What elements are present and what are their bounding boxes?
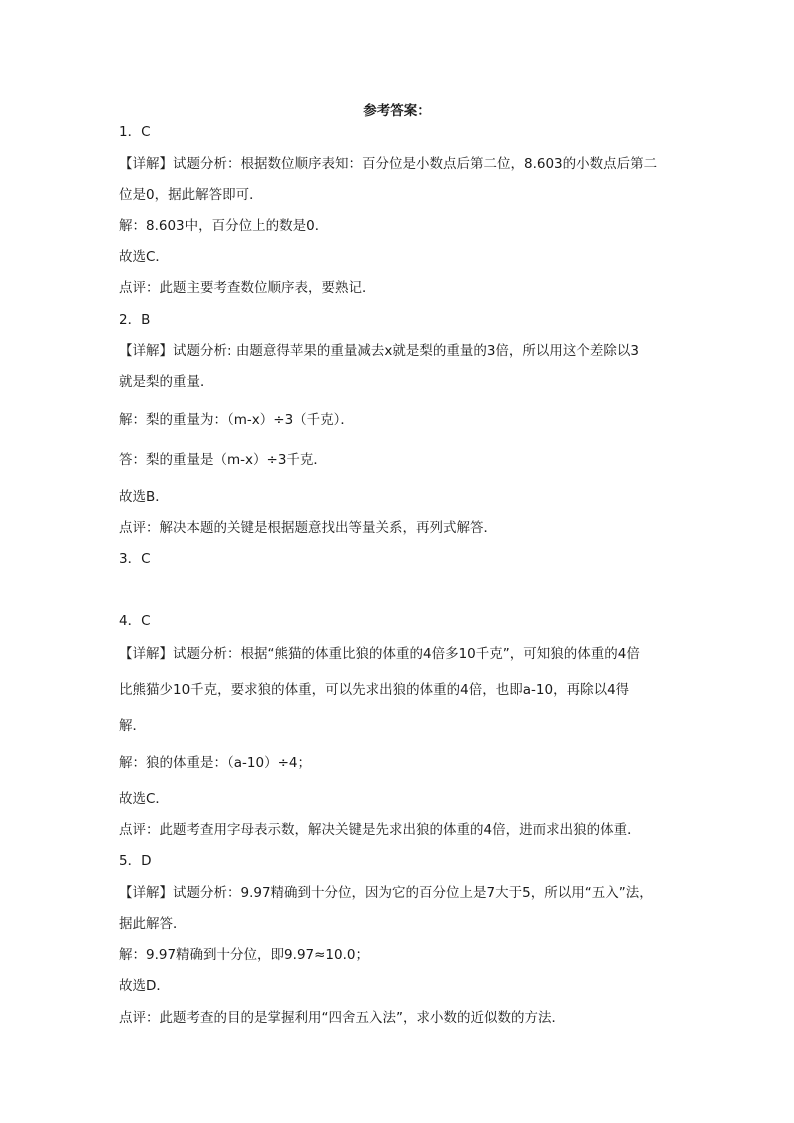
answer-4-analysis-line-3: 解． xyxy=(119,718,146,734)
answer-1-solution: 解：8.603中，百分位上的数是0． xyxy=(119,218,329,234)
page-title: 参考答案： xyxy=(363,103,431,119)
answer-5-choice: 5．D xyxy=(119,853,152,869)
answer-1-analysis-line-1: 【详解】试题分析：根据数位顺序表知：百分位是小数点后第二位，8.603的小数点后第二 xyxy=(119,156,658,172)
answer-2-answer: 答：梨的重量是（m-x）÷3千克． xyxy=(119,452,327,468)
answer-5-solution: 解：9.97精确到十分位，即9.97≈10.0； xyxy=(119,947,369,963)
answer-2-analysis-line-1: 【详解】试题分析: 由题意得苹果的重量减去x就是梨的重量的3倍，所以用这个差除以3 xyxy=(119,343,640,359)
answer-3-choice: 3．C xyxy=(119,551,151,567)
answer-1-choice: 1．C xyxy=(119,124,151,140)
answer-4-analysis-line-2: 比熊猫少10千克，要求狼的体重，可以先求出狼的体重的4倍，也即a-10，再除以4得 xyxy=(119,682,630,698)
answer-5-analysis-line-1: 【详解】试题分析：9.97精确到十分位，因为它的百分位上是7大于5，所以用“五入”法， xyxy=(119,885,653,901)
answer-4-choice: 4．C xyxy=(119,613,151,629)
answer-1-comment: 点评：此题主要考查数位顺序表，要熟记． xyxy=(119,280,376,296)
answer-1-select: 故选C． xyxy=(119,249,169,265)
answer-1-analysis-line-2: 位是0，据此解答即可． xyxy=(119,187,263,203)
answer-2-comment: 点评：解决本题的关键是根据题意找出等量关系，再列式解答． xyxy=(119,520,497,536)
answer-2-analysis-line-2: 就是梨的重量． xyxy=(119,374,214,390)
answer-5-comment: 点评：此题考查的目的是掌握利用“四舍五入法”，求小数的近似数的方法． xyxy=(119,1010,565,1026)
answer-5-select: 故选D． xyxy=(119,978,170,994)
answer-4-select: 故选C． xyxy=(119,791,169,807)
answer-5-analysis-line-2: 据此解答． xyxy=(119,916,187,932)
answer-4-analysis-line-1: 【详解】试题分析：根据“熊猫的体重比狼的体重的4倍多10千克”，可知狼的体重的4倍 xyxy=(119,646,640,662)
answer-2-select: 故选B． xyxy=(119,489,169,505)
answer-4-comment: 点评：此题考查用字母表示数，解决关键是先求出狼的体重的4倍，进而求出狼的体重． xyxy=(119,822,641,838)
answer-2-solution: 解：梨的重量为：（m-x）÷3（千克）． xyxy=(119,412,354,428)
answer-4-solution: 解：狼的体重是：（a-10）÷4； xyxy=(119,755,311,771)
answer-2-choice: 2．B xyxy=(119,312,151,328)
